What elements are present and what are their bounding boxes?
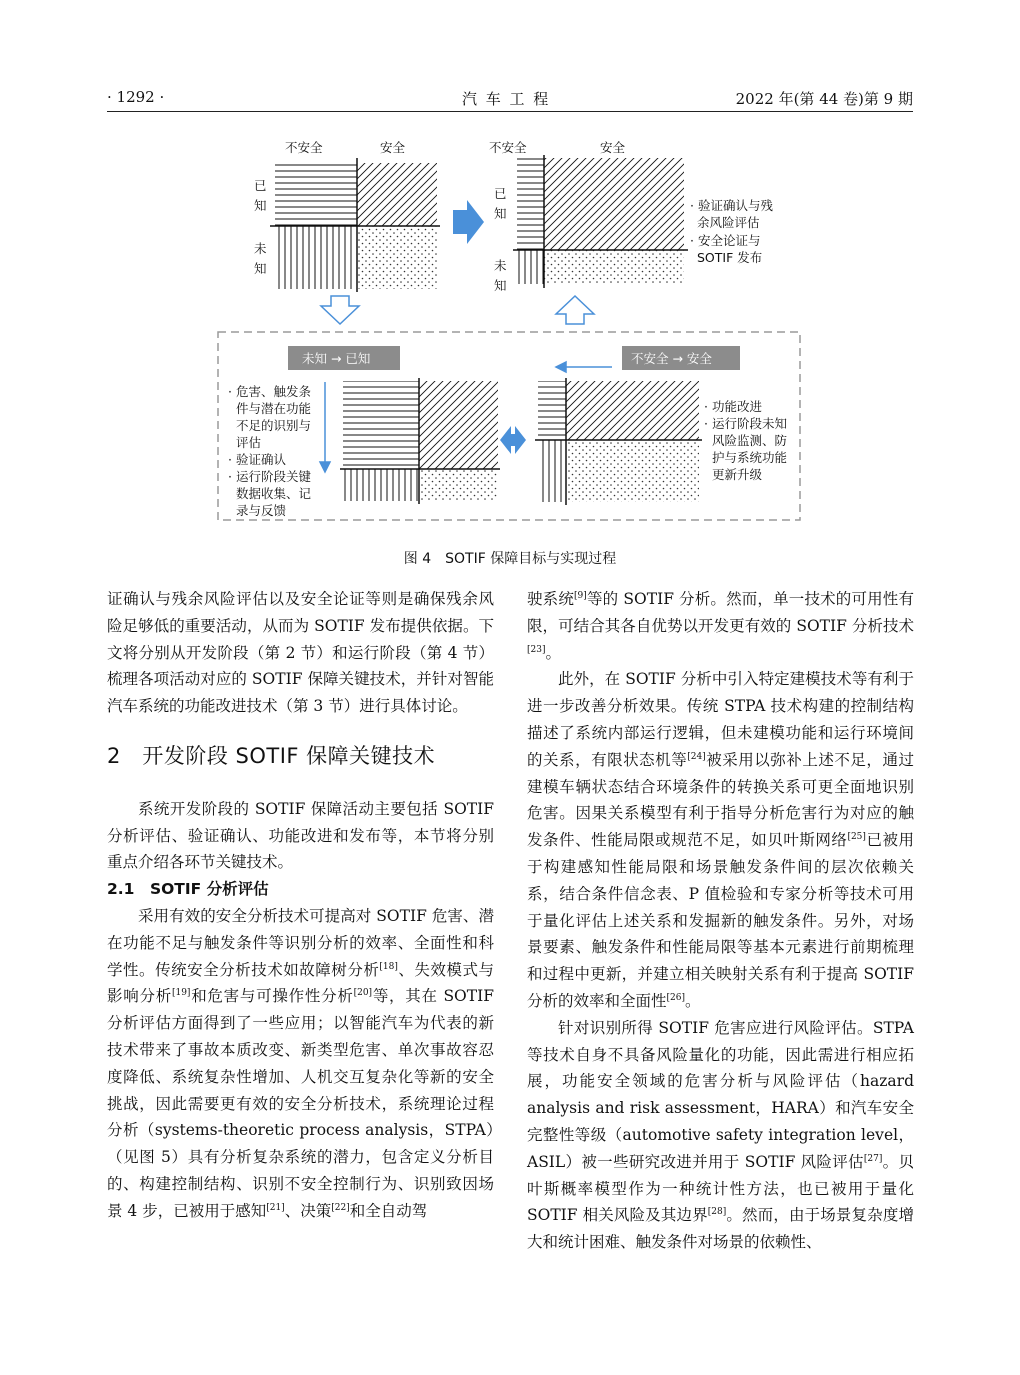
quadrant-goal [489,140,773,293]
right-box-notes [704,399,788,482]
paragraph: 针对识别所得 SOTIF 危害应进行风险评估。STPA 等技术自身不具备风险量化的功能，因此需进行相应拓展，功能安全领域的危害分析与风险评估（hazard analysis and risk assessment，HARA）和汽车安全完整性等级（automotive safety integration level，ASIL）被一些研究改进并用于 SOTIF 风险评估[27]。贝叶斯概率模型作为一种统计性方法，也已被用于量化 SOTIF 相关风险及其边界[28]。然而，由于场景复杂度增大和统计困难、触发条件对场景的依赖性、 [527,1018,914,1252]
citation[interactable]: [26] [666,992,685,1003]
q2-row-unknown-1: 未 [494,258,507,273]
citation[interactable]: [22] [331,1202,350,1213]
arrow-down-icon [321,296,359,324]
q2-note-4: SOTIF 发布 [697,250,763,265]
svg-text:评估: 评估 [236,435,262,450]
arrow-down-thin-icon [320,382,330,472]
svg-text:不足的识别与: 不足的识别与 [236,418,312,433]
journal-name: 汽 车 工 程 [462,90,551,108]
arrow-right-icon [453,200,484,244]
quadrant-unknown-to-known [340,378,500,504]
q2-note-3: · 安全论证与 [690,233,761,248]
citation[interactable]: [19] [171,988,191,999]
citation[interactable]: [27] [863,1153,883,1164]
svg-text:· 验证确认: · 验证确认 [228,452,286,467]
q2-row-known-1: 已 [494,186,507,201]
q1-col-unsafe: 不安全 [285,140,323,155]
q1-col-safe: 安全 [380,140,406,155]
svg-text:风险监测、防: 风险监测、防 [712,433,788,448]
svg-text:数据收集、记: 数据收集、记 [236,486,312,501]
arrow-up-icon [556,296,594,324]
paragraph: 此外，在 SOTIF 分析中引入特定建模技术等有利于进一步改善分析效果。传统 STPA 技术构建的控制结构描述了系统内部运行逻辑，但未建模功能和运行环境间的关系，有限状态机等[24]被采用以弥补上述不足，通过建模车辆状态结合环境条件的转换关系可更全面地识别危害。因果关系模型有利于指导分析危害行为对应的触发条件、性能局限或规范不足，如贝叶斯网络[25]已被用于构建感知性能局限和场景触发条件间的层次依赖关系，结合条件信念表、P 值检验和专家分析等技术可用于量化评估上述关系和发掘新的触发条件。另外，对场景要素、触发条件和性能局限等基本元素进行前期梳理和过程中更新，并建立相关映射关系有利于提高 SOTIF 分析的效率和全面性[26]。 [527,670,914,1010]
left-column [107,586,494,1225]
left-notes [228,384,312,518]
arrow-left-thin-icon [556,362,612,372]
svg-text:· 危害、触发条: · 危害、触发条 [228,384,311,399]
q2-row-known-2: 知 [494,206,507,221]
svg-text:· 功能改进: · 功能改进 [704,399,762,414]
paragraph: 系统开发阶段的 SOTIF 保障活动主要包括 SOTIF 分析评估、验证确认、功能改进和发布等，本节将分别重点介绍各环节关键技术。 [107,799,494,872]
citation[interactable]: [24] [687,751,706,762]
quadrant-initial [254,140,440,292]
figure-caption: 图 4 SOTIF 保障目标与实现过程 [403,551,617,567]
quadrant-unsafe-to-safe [535,378,702,505]
q2-row-unknown-2: 知 [494,278,507,293]
q2-col-unsafe: 不安全 [489,140,527,155]
subsection-title: 2.1 SOTIF 分析评估 [107,880,269,899]
svg-text:件与潜在功能: 件与潜在功能 [236,401,312,416]
q1-row-unknown-2: 知 [254,261,267,276]
box-right-title: 不安全 → 安全 [631,351,712,366]
citation[interactable]: [21] [266,1202,285,1213]
citation[interactable]: [28] [707,1207,727,1218]
svg-text:· 运行阶段未知: · 运行阶段未知 [704,416,787,431]
page-number: · 1292 · [107,88,165,106]
box-left-title: 未知 → 已知 [302,351,371,366]
citation[interactable]: [20] [353,988,373,999]
q1-row-known-1: 已 [254,178,267,193]
paragraph: 证确认与残余风险评估以及安全论证等则是确保残余风险足够低的重要活动，从而为 SOTIF 发布提供依据。下文将分别从开发阶段（第 2 节）和运行阶段（第 4 节）梳理各项活动对应的 SOTIF 保障关键技术，并针对智能汽车系统的功能改进技术（第 3 节）进行具体讨论。 [107,590,494,716]
citation[interactable]: [25] [847,832,866,843]
issue-info: 2022 年(第 44 卷)第 9 期 [735,90,913,108]
q1-row-unknown-1: 未 [254,241,267,256]
citation[interactable]: [9] [574,590,587,601]
double-arrow-icon [500,426,526,454]
svg-text:更新升级: 更新升级 [712,467,763,482]
svg-text:录与反馈: 录与反馈 [236,503,287,518]
section-title: 2 开发阶段 SOTIF 保障关键技术 [107,743,436,768]
paragraph: 采用有效的安全分析技术可提高对 SOTIF 危害、潜在功能不足与触发条件等识别分析的效率、全面性和科学性。传统安全分析技术如故障树分析[18]、失效模式与影响分析[19]和危害与可操作性分析[20]等，其在 SOTIF 分析评估方面得到了一些应用；以智能汽车为代表的新技术带来了事故本质改变、新类型危害、单次事故容忍度降低、系统复杂性增加、人机交互复杂化等新的安全挑战，因此需要更有效的安全分析技术，系统理论过程分析（systems-theoretic process analysis，STPA）（见图 5）具有分析复杂系统的潜力，包含定义分析目的、构建控制结构、识别不安全控制行为、识别致因场景 4 步，已被用于感知[21]、决策[22]和全自动驾 [107,906,494,1220]
paragraph: 驶系统[9]等的 SOTIF 分析。然而，单一技术的可用性有限，可结合其各自优势以开发更有效的 SOTIF 分析技术[23]。 [527,590,914,662]
citation[interactable]: [18] [379,961,398,972]
svg-text:护与系统功能: 护与系统功能 [712,450,788,465]
q2-col-safe: 安全 [600,140,626,155]
q2-note-1: · 验证确认与残 [690,198,773,213]
figure-4 [0,0,1020,545]
svg-text:· 运行阶段关键: · 运行阶段关键 [228,469,311,484]
citation[interactable]: [23] [527,644,546,655]
q1-row-known-2: 知 [254,198,267,213]
right-column [527,586,914,1256]
q2-note-2: 余风险评估 [697,215,760,230]
